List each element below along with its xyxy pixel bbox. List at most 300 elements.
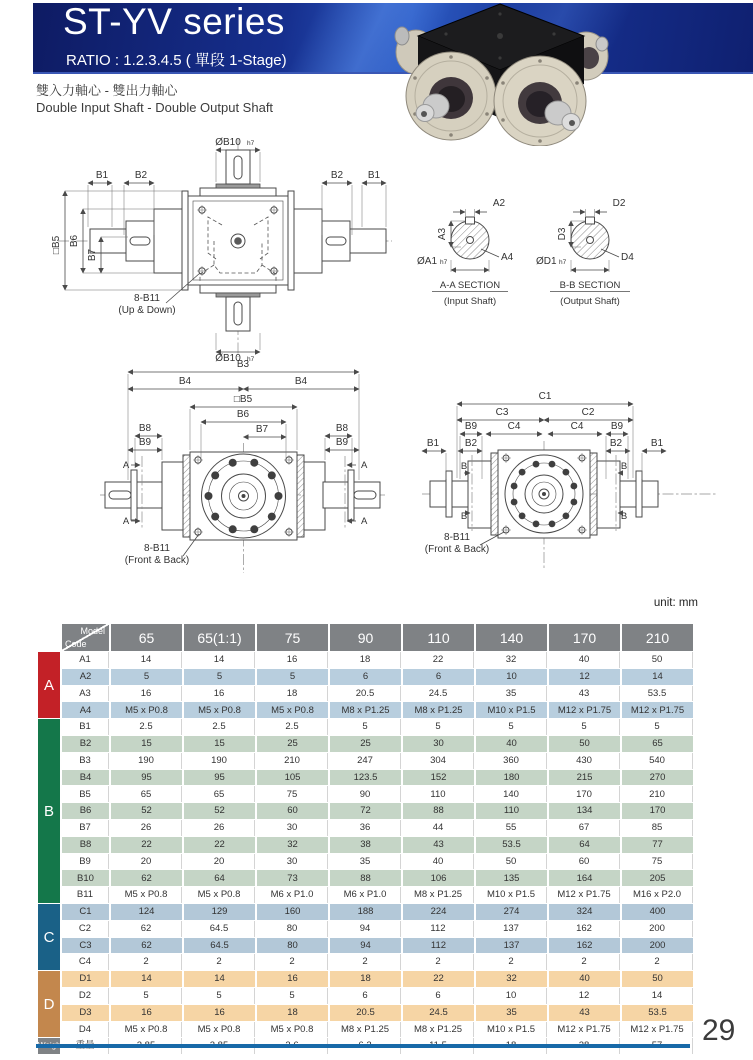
cell-D1-210: 50 (622, 971, 693, 987)
drawing-shaft-sections (415, 196, 725, 311)
dim-label-c4-left: C4 (507, 421, 521, 432)
dim-tol-b10-top: h7 (247, 140, 255, 147)
product-photo (388, 0, 610, 146)
cell-C1-210: 400 (622, 904, 693, 920)
dim-label-c4-right: C4 (570, 421, 584, 432)
model-code-corner (62, 624, 109, 651)
cell-C1-90: 188 (330, 904, 401, 920)
cell-D1-65: 14 (111, 971, 182, 987)
section-b-title: B-B SECTION (559, 280, 621, 291)
cell-B3-140: 360 (476, 753, 547, 769)
page-title: ST-YV series (63, 1, 285, 42)
description-en: Double Input Shaft - Double Output Shaft (36, 100, 274, 115)
dim-label-b6: B6 (69, 234, 80, 248)
dim-label-b1-out-left: B1 (426, 438, 440, 449)
cell-D3-110: 24.5 (403, 1005, 474, 1021)
cell-B9-210: 75 (622, 854, 693, 870)
dim-label-a2: A2 (492, 198, 506, 209)
cell-D2-75: 5 (257, 988, 328, 1004)
dim-label-b9-left: B9 (138, 437, 152, 448)
cell-C3-110: 112 (403, 938, 474, 954)
cell-C4-140: 2 (476, 954, 547, 970)
cell-A2-65: 5 (111, 669, 182, 685)
drawing-top-view (50, 133, 400, 363)
cell-C4-65: 2 (111, 954, 182, 970)
dim-label-b9-out-left: B9 (464, 421, 478, 432)
cell-B6-90: 72 (330, 803, 401, 819)
ratio-subtitle: RATIO : 1.2.3.4.5 ( 單段 1-Stage) (66, 52, 287, 69)
table-row-A1 (38, 652, 693, 668)
cell-B4-170: 215 (549, 770, 620, 786)
cell-B4-75: 105 (257, 770, 328, 786)
cell-A1-65: 14 (111, 652, 182, 668)
cell-A2-75: 5 (257, 669, 328, 685)
dim-label-a3: A3 (437, 227, 448, 241)
cell-B1-170: 5 (549, 719, 620, 735)
cell-B9-110: 40 (403, 854, 474, 870)
cell-C3-90: 94 (330, 938, 401, 954)
cell-B7-170: 67 (549, 820, 620, 836)
cell-A1-90: 18 (330, 652, 401, 668)
section-marker-b2: B (460, 511, 468, 522)
section-b-subtitle: (Output Shaft) (560, 296, 620, 307)
section-b-b (536, 198, 634, 307)
cell-A1-110: 22 (403, 652, 474, 668)
dim-label-b5-front: □B5 (233, 394, 253, 405)
cell-B10-65: 62 (111, 870, 182, 886)
table-row-D4 (38, 1022, 693, 1038)
section-marker-b1: B (460, 461, 468, 472)
dim-tol-a1: h7 (440, 259, 448, 266)
cell-D3-170: 43 (549, 1005, 620, 1021)
cell-B3-110: 304 (403, 753, 474, 769)
dim-label-b2-left: B2 (134, 170, 148, 181)
cell-D2-65(1:1): 5 (184, 988, 255, 1004)
cell-D3-75: 18 (257, 1005, 328, 1021)
cell-A2-170: 12 (549, 669, 620, 685)
row-code-B2: B2 (62, 736, 109, 752)
cell-C3-210: 200 (622, 938, 693, 954)
cell-C2-75: 80 (257, 921, 328, 937)
row-code-B10: B10 (62, 870, 109, 886)
cell-B4-90: 123.5 (330, 770, 401, 786)
cell-C3-170: 162 (549, 938, 620, 954)
cell-B8-110: 43 (403, 837, 474, 853)
callout-8b11-updown: 8-B11 (134, 293, 160, 304)
dim-label-b8-right: B8 (335, 423, 349, 434)
cell-D2-65: 5 (111, 988, 182, 1004)
cell-A4-170: M12 x P1.75 (549, 702, 620, 718)
dim-label-b4-right: B4 (294, 376, 308, 387)
dim-label-b1-out-right: B1 (650, 438, 664, 449)
cell-B7-140: 55 (476, 820, 547, 836)
cell-A1-210: 50 (622, 652, 693, 668)
cell-B9-65: 20 (111, 854, 182, 870)
cell-B3-75: 210 (257, 753, 328, 769)
cell-B6-65(1:1): 52 (184, 803, 255, 819)
col-header-65: 65 (111, 624, 182, 651)
cell-D1-140: 32 (476, 971, 547, 987)
cell-C2-65(1:1): 64.5 (184, 921, 255, 937)
cell-C1-140: 274 (476, 904, 547, 920)
cell-C4-75: 2 (257, 954, 328, 970)
table-row-B8 (38, 837, 693, 853)
cell-B6-65: 52 (111, 803, 182, 819)
dim-label-b2-right: B2 (330, 170, 344, 181)
cell-D4-170: M12 x P1.75 (549, 1022, 620, 1038)
cell-A1-140: 32 (476, 652, 547, 668)
cell-B6-140: 110 (476, 803, 547, 819)
cell-C1-170: 324 (549, 904, 620, 920)
section-marker-b4: B (620, 511, 628, 522)
dim-label-a1: ØA1 (417, 256, 438, 267)
cell-D2-140: 10 (476, 988, 547, 1004)
dim-label-b10-top: ØB10 (215, 137, 241, 148)
cell-D1-170: 40 (549, 971, 620, 987)
cell-B2-75: 25 (257, 736, 328, 752)
cell-B8-170: 64 (549, 837, 620, 853)
dim-label-d4: D4 (621, 252, 634, 263)
table-row-B11 (38, 887, 693, 903)
cell-C3-140: 137 (476, 938, 547, 954)
cell-B11-110: M8 x P1.25 (403, 887, 474, 903)
cell-A1-75: 16 (257, 652, 328, 668)
table-row-C1 (38, 904, 693, 920)
cell-B2-90: 25 (330, 736, 401, 752)
cell-B2-65(1:1): 15 (184, 736, 255, 752)
cell-C4-170: 2 (549, 954, 620, 970)
row-code-B4: B4 (62, 770, 109, 786)
row-code-B8: B8 (62, 837, 109, 853)
dim-label-b1-left: B1 (95, 170, 109, 181)
col-header-75: 75 (257, 624, 328, 651)
page-number: 29 (702, 1014, 736, 1047)
corner-code-label: Code (65, 639, 87, 649)
cell-B11-140: M10 x P1.5 (476, 887, 547, 903)
cell-C2-170: 162 (549, 921, 620, 937)
cell-B8-140: 53.5 (476, 837, 547, 853)
cell-C4-90: 2 (330, 954, 401, 970)
table-row-B9 (38, 854, 693, 870)
cell-B7-210: 85 (622, 820, 693, 836)
cell-D2-90: 6 (330, 988, 401, 1004)
table-row-B2 (38, 736, 693, 752)
cell-A3-75: 18 (257, 686, 328, 702)
cell-B1-65: 2.5 (111, 719, 182, 735)
cell-A3-90: 20.5 (330, 686, 401, 702)
cell-A1-65(1:1): 14 (184, 652, 255, 668)
group-label-A: A (38, 652, 60, 718)
cell-B6-75: 60 (257, 803, 328, 819)
cell-B9-75: 30 (257, 854, 328, 870)
table-row-A4 (38, 702, 693, 718)
table-row-B5 (38, 786, 693, 802)
cell-B5-210: 210 (622, 786, 693, 802)
cell-B9-65(1:1): 20 (184, 854, 255, 870)
cell-B10-90: 88 (330, 870, 401, 886)
cell-B5-65: 65 (111, 786, 182, 802)
cell-B11-75: M6 x P1.0 (257, 887, 328, 903)
row-code-B11: B11 (62, 887, 109, 903)
cell-B8-210: 77 (622, 837, 693, 853)
cell-A2-90: 6 (330, 669, 401, 685)
drawing-output-view (420, 383, 720, 573)
table-row-B1 (38, 719, 693, 735)
row-code-D2: D2 (62, 988, 109, 1004)
cell-B8-65(1:1): 22 (184, 837, 255, 853)
cell-B10-170: 164 (549, 870, 620, 886)
cell-D3-90: 20.5 (330, 1005, 401, 1021)
cell-C4-110: 2 (403, 954, 474, 970)
dim-label-d1: ØD1 (536, 256, 557, 267)
cell-D3-140: 35 (476, 1005, 547, 1021)
dim-label-b1-right: B1 (367, 170, 381, 181)
cell-C1-65: 124 (111, 904, 182, 920)
cell-B5-75: 75 (257, 786, 328, 802)
dim-label-c2: C2 (581, 407, 595, 418)
cell-B6-210: 170 (622, 803, 693, 819)
cell-B10-210: 205 (622, 870, 693, 886)
cell-B4-65: 95 (111, 770, 182, 786)
row-code-B1: B1 (62, 719, 109, 735)
cell-A3-140: 35 (476, 686, 547, 702)
cell-B2-140: 40 (476, 736, 547, 752)
cell-D4-140: M10 x P1.5 (476, 1022, 547, 1038)
cell-C2-110: 112 (403, 921, 474, 937)
cell-B9-90: 35 (330, 854, 401, 870)
cell-B11-65: M5 x P0.8 (111, 887, 182, 903)
cell-B3-90: 247 (330, 753, 401, 769)
row-code-D3: D3 (62, 1005, 109, 1021)
cell-B7-110: 44 (403, 820, 474, 836)
dim-label-b5: □B5 (51, 235, 62, 255)
cell-D2-170: 12 (549, 988, 620, 1004)
dim-tol-b10-bottom: h7 (247, 356, 255, 363)
description-zh: 雙入力軸心 - 雙出力軸心 (36, 83, 178, 98)
cell-D1-65(1:1): 14 (184, 971, 255, 987)
table-row-C4 (38, 954, 693, 970)
section-a-a (417, 198, 514, 307)
dim-label-b9-right: B9 (335, 437, 349, 448)
row-code-D1: D1 (62, 971, 109, 987)
cell-A4-140: M10 x P1.5 (476, 702, 547, 718)
cell-B8-75: 32 (257, 837, 328, 853)
cell-A2-210: 14 (622, 669, 693, 685)
cell-D2-210: 14 (622, 988, 693, 1004)
cell-A4-75: M5 x P0.8 (257, 702, 328, 718)
cell-D3-65(1:1): 16 (184, 1005, 255, 1021)
dim-label-d3: D3 (557, 227, 568, 241)
row-code-D4: D4 (62, 1022, 109, 1038)
dim-label-b9-out-right: B9 (610, 421, 624, 432)
callout-8b11-output: 8-B11 (444, 532, 470, 543)
section-marker-a2: A (122, 516, 130, 527)
cell-A2-110: 6 (403, 669, 474, 685)
spec-table (36, 623, 695, 1055)
cell-B3-170: 430 (549, 753, 620, 769)
cell-C1-110: 224 (403, 904, 474, 920)
col-header-110: 110 (403, 624, 474, 651)
cell-B3-65: 190 (111, 753, 182, 769)
cell-B5-170: 170 (549, 786, 620, 802)
row-code-A2: A2 (62, 669, 109, 685)
cell-D1-90: 18 (330, 971, 401, 987)
cell-B3-65(1:1): 190 (184, 753, 255, 769)
row-code-B9: B9 (62, 854, 109, 870)
cell-A2-65(1:1): 5 (184, 669, 255, 685)
row-code-A1: A1 (62, 652, 109, 668)
cell-A3-65: 16 (111, 686, 182, 702)
cell-D4-210: M12 x P1.75 (622, 1022, 693, 1038)
header-spacer (38, 624, 60, 651)
cell-D1-75: 16 (257, 971, 328, 987)
table-row-B10 (38, 870, 693, 886)
section-marker-b3: B (620, 461, 628, 472)
cell-B8-65: 22 (111, 837, 182, 853)
cell-A4-90: M8 x P1.25 (330, 702, 401, 718)
cell-B11-65(1:1): M5 x P0.8 (184, 887, 255, 903)
row-code-C2: C2 (62, 921, 109, 937)
corner-model-label: Model (80, 626, 105, 636)
table-row-D3 (38, 1005, 693, 1021)
dim-tol-d1: h7 (559, 259, 567, 266)
cell-B5-140: 140 (476, 786, 547, 802)
cell-B2-210: 65 (622, 736, 693, 752)
cell-B11-90: M6 x P1.0 (330, 887, 401, 903)
callout-8b11-updown-note: (Up & Down) (118, 305, 176, 316)
dim-label-c1: C1 (538, 391, 552, 402)
table-row-C3 (38, 938, 693, 954)
cell-B2-110: 30 (403, 736, 474, 752)
cell-B3-210: 540 (622, 753, 693, 769)
dim-label-b2-out-left: B2 (464, 438, 478, 449)
cell-C4-65(1:1): 2 (184, 954, 255, 970)
row-code-B3: B3 (62, 753, 109, 769)
row-code-B6: B6 (62, 803, 109, 819)
cell-B1-90: 5 (330, 719, 401, 735)
group-label-C: C (38, 904, 60, 970)
cell-D4-65(1:1): M5 x P0.8 (184, 1022, 255, 1038)
row-code-C1: C1 (62, 904, 109, 920)
unit-label: unit: mm (653, 597, 698, 609)
cell-B5-65(1:1): 65 (184, 786, 255, 802)
dim-label-b8-left: B8 (138, 423, 152, 434)
cell-C1-65(1:1): 129 (184, 904, 255, 920)
row-code-B5: B5 (62, 786, 109, 802)
section-a-subtitle: (Input Shaft) (443, 296, 497, 307)
cell-B4-110: 152 (403, 770, 474, 786)
drawing-front-view (95, 358, 390, 580)
dim-label-d2: D2 (612, 198, 626, 209)
cell-B7-65: 26 (111, 820, 182, 836)
table-row-B4 (38, 770, 693, 786)
cell-B7-90: 36 (330, 820, 401, 836)
cell-B7-75: 30 (257, 820, 328, 836)
cell-D2-110: 6 (403, 988, 474, 1004)
cell-B4-65(1:1): 95 (184, 770, 255, 786)
dim-label-b6-front: B6 (236, 409, 250, 420)
cell-A3-110: 24.5 (403, 686, 474, 702)
cell-C2-140: 137 (476, 921, 547, 937)
cell-B10-110: 106 (403, 870, 474, 886)
cell-D4-90: M8 x P1.25 (330, 1022, 401, 1038)
table-row-B7 (38, 820, 693, 836)
cell-C4-210: 2 (622, 954, 693, 970)
table-row-B6 (38, 803, 693, 819)
cell-C3-65(1:1): 64.5 (184, 938, 255, 954)
cell-D3-210: 53.5 (622, 1005, 693, 1021)
dim-label-b4-left: B4 (178, 376, 192, 387)
cell-D3-65: 16 (111, 1005, 182, 1021)
cell-A4-65: M5 x P0.8 (111, 702, 182, 718)
cell-B1-65(1:1): 2.5 (184, 719, 255, 735)
cell-B8-90: 38 (330, 837, 401, 853)
row-code-C4: C4 (62, 954, 109, 970)
group-label-D: D (38, 971, 60, 1037)
dim-label-b10-bottom: ØB10 (215, 353, 241, 364)
col-header-170: 170 (549, 624, 620, 651)
cell-D4-65: M5 x P0.8 (111, 1022, 182, 1038)
row-code-B7: B7 (62, 820, 109, 836)
cell-D4-110: M8 x P1.25 (403, 1022, 474, 1038)
row-code-C3: C3 (62, 938, 109, 954)
cell-A4-65(1:1): M5 x P0.8 (184, 702, 255, 718)
cell-A3-210: 53.5 (622, 686, 693, 702)
table-row-B3 (38, 753, 693, 769)
cell-A3-170: 43 (549, 686, 620, 702)
cell-B4-210: 270 (622, 770, 693, 786)
cell-B9-170: 60 (549, 854, 620, 870)
cell-B10-75: 73 (257, 870, 328, 886)
col-header-140: 140 (476, 624, 547, 651)
cell-B2-170: 50 (549, 736, 620, 752)
cell-B5-90: 90 (330, 786, 401, 802)
callout-8b11-front: 8-B11 (144, 543, 170, 554)
group-label-B: B (38, 719, 60, 903)
dim-label-b3: B3 (236, 359, 250, 370)
cell-A4-110: M8 x P1.25 (403, 702, 474, 718)
cell-A2-140: 10 (476, 669, 547, 685)
cell-B1-110: 5 (403, 719, 474, 735)
callout-8b11-output-note: (Front & Back) (424, 544, 490, 555)
cell-B1-75: 2.5 (257, 719, 328, 735)
row-code-A4: A4 (62, 702, 109, 718)
cell-C2-210: 200 (622, 921, 693, 937)
cell-B10-65(1:1): 64 (184, 870, 255, 886)
cell-C2-65: 62 (111, 921, 182, 937)
dim-label-c3: C3 (495, 407, 509, 418)
cell-A3-65(1:1): 16 (184, 686, 255, 702)
cell-A1-170: 40 (549, 652, 620, 668)
cell-D1-110: 22 (403, 971, 474, 987)
section-marker-a1: A (122, 460, 130, 471)
cell-C3-75: 80 (257, 938, 328, 954)
cell-B5-110: 110 (403, 786, 474, 802)
col-header-90: 90 (330, 624, 401, 651)
table-row-A3 (38, 686, 693, 702)
cell-B7-65(1:1): 26 (184, 820, 255, 836)
section-marker-a3: A (361, 460, 368, 471)
bottom-rule (36, 1044, 690, 1048)
cell-B6-170: 134 (549, 803, 620, 819)
cell-B1-210: 5 (622, 719, 693, 735)
table-row-D2 (38, 988, 693, 1004)
cell-B11-210: M16 x P2.0 (622, 887, 693, 903)
row-code-A3: A3 (62, 686, 109, 702)
dim-label-b7: B7 (87, 248, 98, 262)
cell-C2-90: 94 (330, 921, 401, 937)
cell-B4-140: 180 (476, 770, 547, 786)
